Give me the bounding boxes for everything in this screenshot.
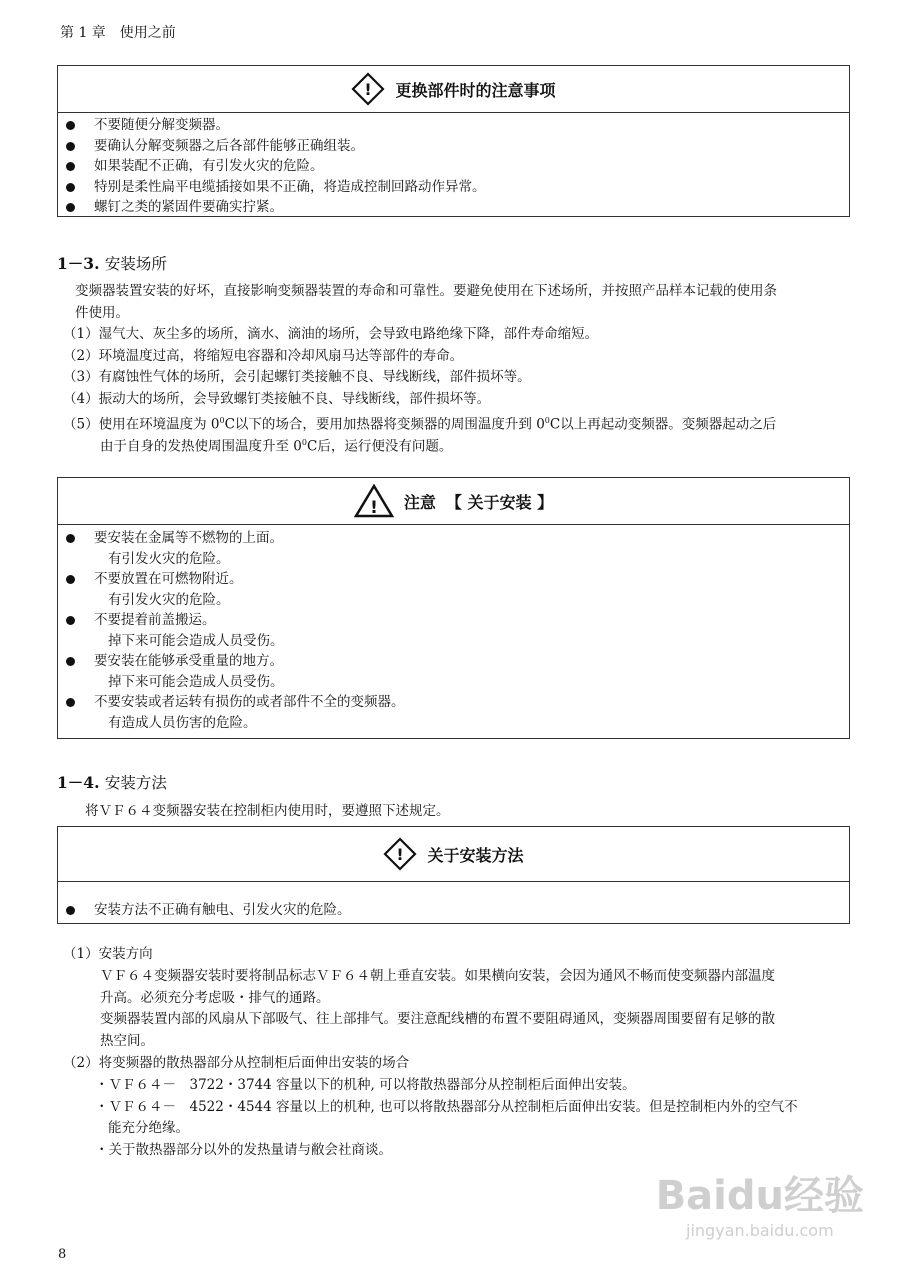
list-item: 要确认分解变频器之后各部件能够正确组装。 — [58, 136, 849, 157]
list-item-note: 有引发火灾的危险。 — [108, 550, 230, 567]
section-heading-1-3: 1－3. 安装场所 — [57, 254, 167, 273]
box-subtitle: 【 关于安装 】 — [445, 492, 554, 512]
bullet-icon — [66, 575, 75, 584]
list-item: 不要提着前盖搬运。 — [58, 610, 849, 631]
list-item: 螺钉之类的紧固件要确实拧紧。 — [58, 197, 849, 218]
bullet-icon — [66, 657, 75, 666]
paragraph-line: （2）将变频器的散热器部分从控制柜后面伸出安装的场合 — [63, 1055, 410, 1071]
chapter-header: 第 1 章 使用之前 — [60, 25, 176, 41]
list-item-note: 掉下来可能会造成人员受伤。 — [108, 632, 284, 649]
paragraph-line: （1）安装方向 — [63, 946, 153, 962]
bullet-icon — [66, 121, 75, 130]
bullet-icon — [66, 698, 75, 707]
warning-diamond-icon — [351, 72, 385, 106]
bullet-icon — [66, 203, 75, 212]
paragraph-line: 热空间。 — [100, 1033, 154, 1050]
bullet-icon — [66, 142, 75, 151]
section-heading-1-4: 1－4. 安装方法 — [57, 773, 167, 792]
svg-text:!: ! — [364, 80, 373, 99]
list-item-cont: 由于自身的发热使周围温度升至 $0^0C$后，运行便没有问题。 — [100, 438, 453, 455]
list-item: 安装方法不正确有触电、引发火灾的危险。 — [58, 900, 849, 921]
bullet-icon — [66, 906, 75, 915]
paragraph-line: 件使用。 — [75, 305, 129, 321]
bullet-icon — [66, 534, 75, 543]
list-item: 如果装配不正确，有引发火灾的危险。 — [58, 156, 849, 177]
box-title: 更换部件时的注意事项 — [395, 80, 556, 100]
list-item: 要安装在能够承受重量的地方。 — [58, 651, 849, 672]
caution-box-install — [57, 477, 850, 739]
list-item-note: 有引发火灾的危险。 — [108, 591, 230, 608]
paragraph-line: 变频器装置安装的好坏，直接影响变频器装置的寿命和可靠性。要避免使用在下述场所，并按照产品样本记载的使用条 — [75, 283, 777, 299]
paragraph-line: ・ＶＦ６４－ 3722・3744 容量以下的机种, 可以将散热器部分从控制柜后面伸出安装。 — [95, 1076, 636, 1093]
list-item: （4）振动大的场所，会导致螺钉类接触不良、导线断线，部件损坏等。 — [63, 391, 491, 407]
list-item: 要安装在金属等不燃物的上面。 — [58, 528, 849, 549]
warning-triangle-icon — [354, 484, 394, 518]
list-item: （5）使用在环境温度为 $0^0C$以下的场合，要用加热器将变频器的周围温度升到 $0^0C$以上再起动变频器。变频器起动之后 — [63, 416, 777, 433]
page-number: 8 — [58, 1247, 67, 1262]
paragraph-line: ・ＶＦ６４－ 4522・4544 容量以上的机种, 也可以将散热器部分从控制柜后面伸出安装。但是控制柜内外的空气不 — [95, 1098, 798, 1115]
paragraph-line: 能充分绝缘。 — [108, 1120, 189, 1137]
list-item-note: 掉下来可能会造成人员受伤。 — [108, 673, 284, 690]
list-item: （2）环境温度过高，将缩短电容器和冷却风扇马达等部件的寿命。 — [63, 348, 464, 364]
paragraph-line: ・关于散热器部分以外的发热量请与敝会社商谈。 — [95, 1142, 392, 1159]
bullet-icon — [66, 183, 75, 192]
bullet-icon — [66, 162, 75, 171]
caution-box-parts — [57, 65, 850, 217]
svg-text:!: ! — [370, 498, 378, 518]
caution-box-method — [57, 826, 850, 924]
svg-text:!: ! — [396, 845, 405, 864]
paragraph-line: 升高。必须充分考虑吸・排气的通路。 — [100, 989, 330, 1006]
paragraph-line: ＶＦ６４变频器安装时要将制品标志ＶＦ６４朝上垂直安装。如果横向安装，会因为通风不畅而使变频器内部温度 — [100, 967, 775, 984]
baidu-watermark: Baidu经验 jingyan.baidu.com — [655, 1173, 864, 1240]
list-item-note: 有造成人员伤害的危险。 — [108, 714, 257, 731]
box-title: 注意 — [403, 492, 436, 512]
bullet-icon — [66, 616, 75, 625]
list-item: （1）湿气大、灰尘多的场所，滴水、滴油的场所，会导致电路绝缘下降，部件寿命缩短。 — [63, 326, 599, 342]
paragraph-line: 将ＶＦ６４变频器安装在控制柜内使用时，要遵照下述规定。 — [85, 803, 450, 819]
warning-diamond-icon — [383, 837, 417, 871]
list-item: 特别是柔性扁平电缆插接如果不正确，将造成控制回路动作异常。 — [58, 177, 849, 198]
list-item: （3）有腐蚀性气体的场所，会引起螺钉类接触不良、导线断线，部件损坏等。 — [63, 369, 531, 385]
list-item: 不要安装或者运转有损伤的或者部件不全的变频器。 — [58, 692, 849, 713]
paragraph-line: 变频器装置内部的风扇从下部吸气、往上部排气。要注意配线槽的布置不要阻碍通风，变频器周围要留有足够的散 — [100, 1011, 775, 1028]
list-item: 不要随便分解变频器。 — [58, 115, 849, 136]
list-item: 不要放置在可燃物附近。 — [58, 569, 849, 590]
box-title: 关于安装方法 — [427, 845, 524, 865]
